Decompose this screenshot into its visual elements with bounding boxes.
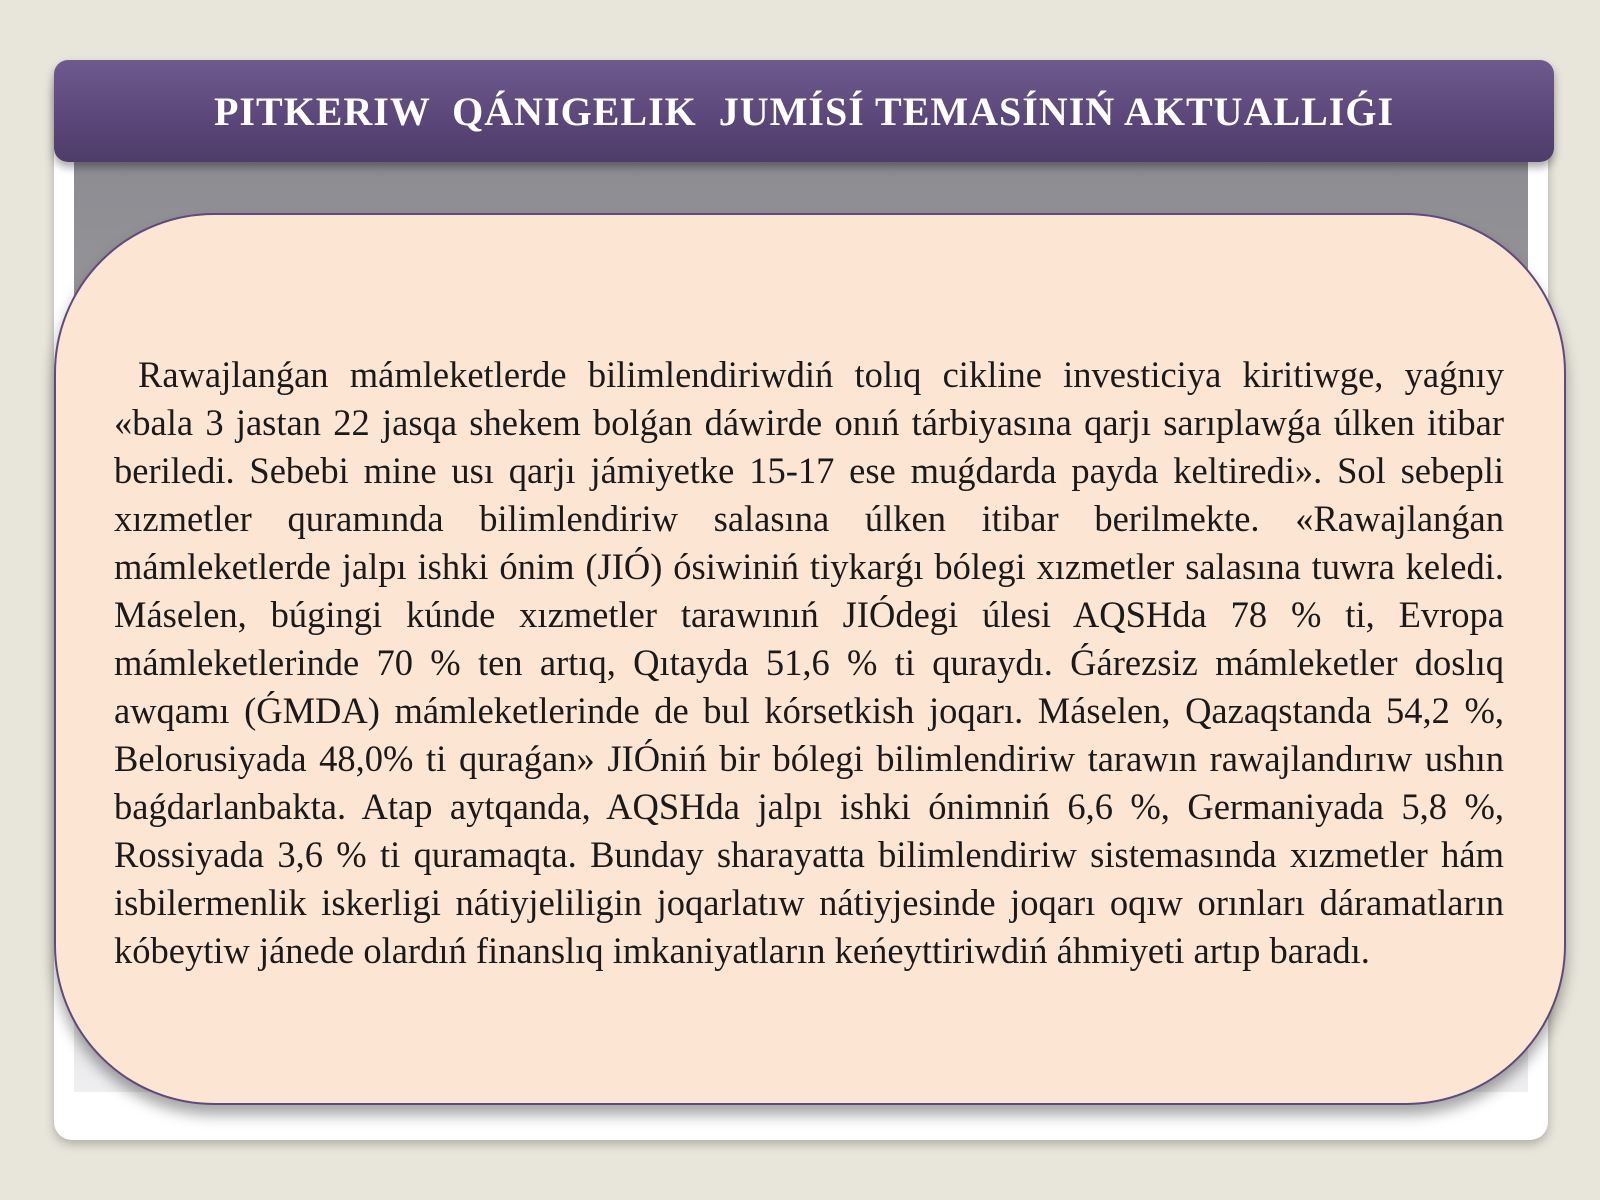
body-paragraph: Rawajlanǵan mámleketlerde bilimlendiriwdiń tolıq cikline investiciya kiritiwge, yaǵnıy «bala 3 jastan 22 jasqa shekem bolǵan dáwirde onıń tárbiyasına qarjı sarıplawǵa úlken itibar beriledi. Sebebi mine usı qarjı jámiyetke 15-17 ese muǵdarda payda keltiredi». Sol sebepli xızmetler quramında bilimlendiriw salasına úlken itibar berilmekte. «Rawajlanǵan mámleketlerde jalpı ishki ónim (JIÓ) ósiwiniń tiykarǵı bólegi xızmetler salasına tuwra keledi. Máselen, búgingi kúnde xızmetler tarawınıń JIÓdegi úlesi AQSHda 78 % ti, Evropa mámleketlerinde 70 % ten artıq, Qıtayda 51,6 % ti quraydı. Ǵárezsiz mámleketler doslıq awqamı (ǴMDA) mámleketlerinde de bul kórsetkish joqarı. Máselen, Qazaqstanda 54,2 %, Belorusiyada 48,0% ti quraǵan» JIÓniń bir bólegi bilimlendiriw tarawın rawajlandırıw ushın baǵdarlanbakta. Atap aytqanda, AQSHda jalpı ishki ónimniń 6,6 %, Germaniyada 5,8 %, Rossiyada 3,6 % ti quramaqta. Bunday sharayatta bilimlendiriw sistemasında xızmetler hám isbilermenlik iskerligi nátiyjeliligin joqarlatıw nátiyjesinde joqarı oqıw orınları dáramatların kóbeytiw jánede olardıń finanslıq imkaniyatların keńeyttiriwdiń áhmiyeti artıp baradı. [114,354,1504,971]
title-bar [54,60,1554,162]
content-box [54,213,1566,1105]
slide-title: PITKERIW QÁNIGELIK JUMÍSÍ TEMASÍNIŃ AKTUALLIǴI [213,88,1395,134]
